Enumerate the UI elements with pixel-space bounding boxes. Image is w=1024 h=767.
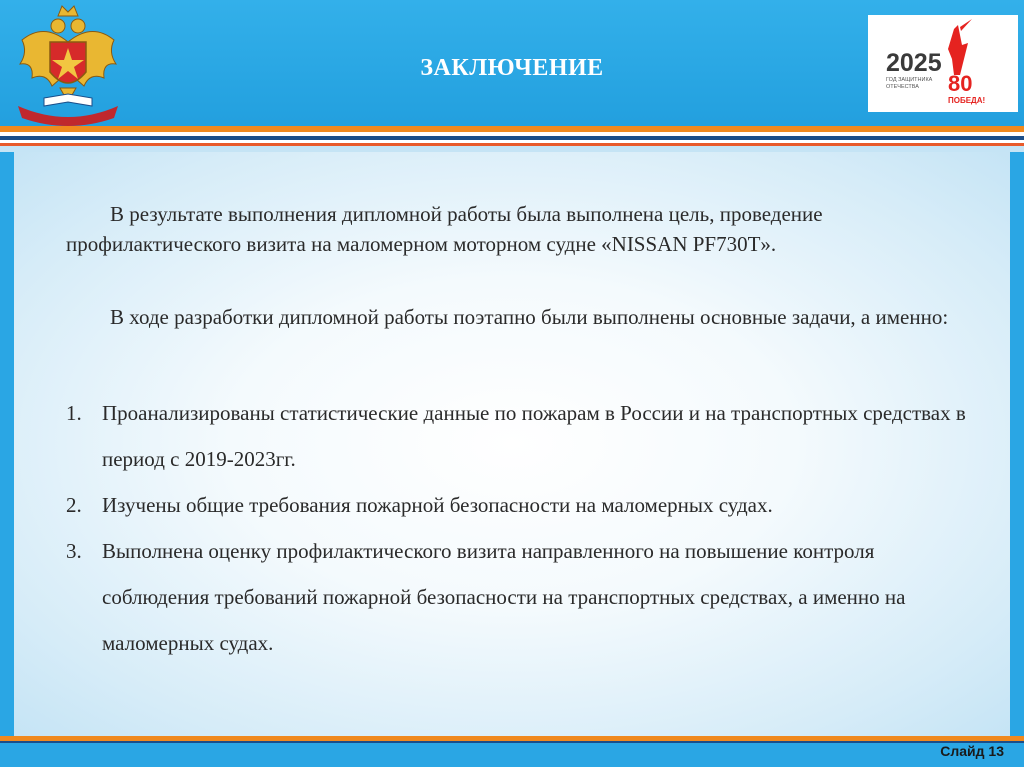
list-item (66, 390, 966, 482)
logo-number: 80 (948, 71, 973, 96)
header-stripes (0, 126, 1024, 152)
tasks-list (66, 390, 966, 666)
list-item-text: Выполнена оценку профилактического визита направленного на повышение контроля соблюдения требований пожарной безопасности на транспортных средствах, а именно на маломерных судах. (102, 539, 906, 655)
list-item-text: Проанализированы статистические данные по пожарам в России и на транспортных средствах в период с 2019-2023гг. (102, 401, 966, 471)
page-title: ЗАКЛЮЧЕНИЕ (420, 55, 604, 81)
list-item-number: 3. (66, 539, 82, 563)
logo-caption-line2: ОТЕЧЕСТВА (886, 84, 919, 90)
list-item (66, 528, 966, 666)
logo-caption-line1: ГОД ЗАЩИТНИКА (886, 77, 933, 83)
conclusion-paragraph-2: В ходе разработки дипломной работы поэтапно были выполнены основные задачи, а именно: (110, 305, 949, 329)
footer-stripe-dark-blue (0, 741, 1024, 743)
victory-logo (868, 15, 1018, 112)
conclusion-paragraph-1: В результате выполнения дипломной работы была выполнена цель, проведение профилактического визита на маломерном моторном судне «NISSAN PF730T». (66, 202, 823, 256)
slide-header (0, 0, 1024, 130)
list-item-number: 2. (66, 493, 82, 517)
logo-year: 2025 (886, 49, 942, 77)
content-panel (14, 152, 1010, 736)
list-item-text: Изучены общие требования пожарной безопасности на маломерных судах. (102, 493, 773, 517)
victory-80-logo-icon (868, 15, 1018, 112)
list-item-number: 1. (66, 401, 82, 425)
list-item (66, 482, 966, 528)
logo-victory: ПОБЕДА! (948, 96, 986, 105)
slide-number: Слайд 13 (940, 743, 1004, 759)
